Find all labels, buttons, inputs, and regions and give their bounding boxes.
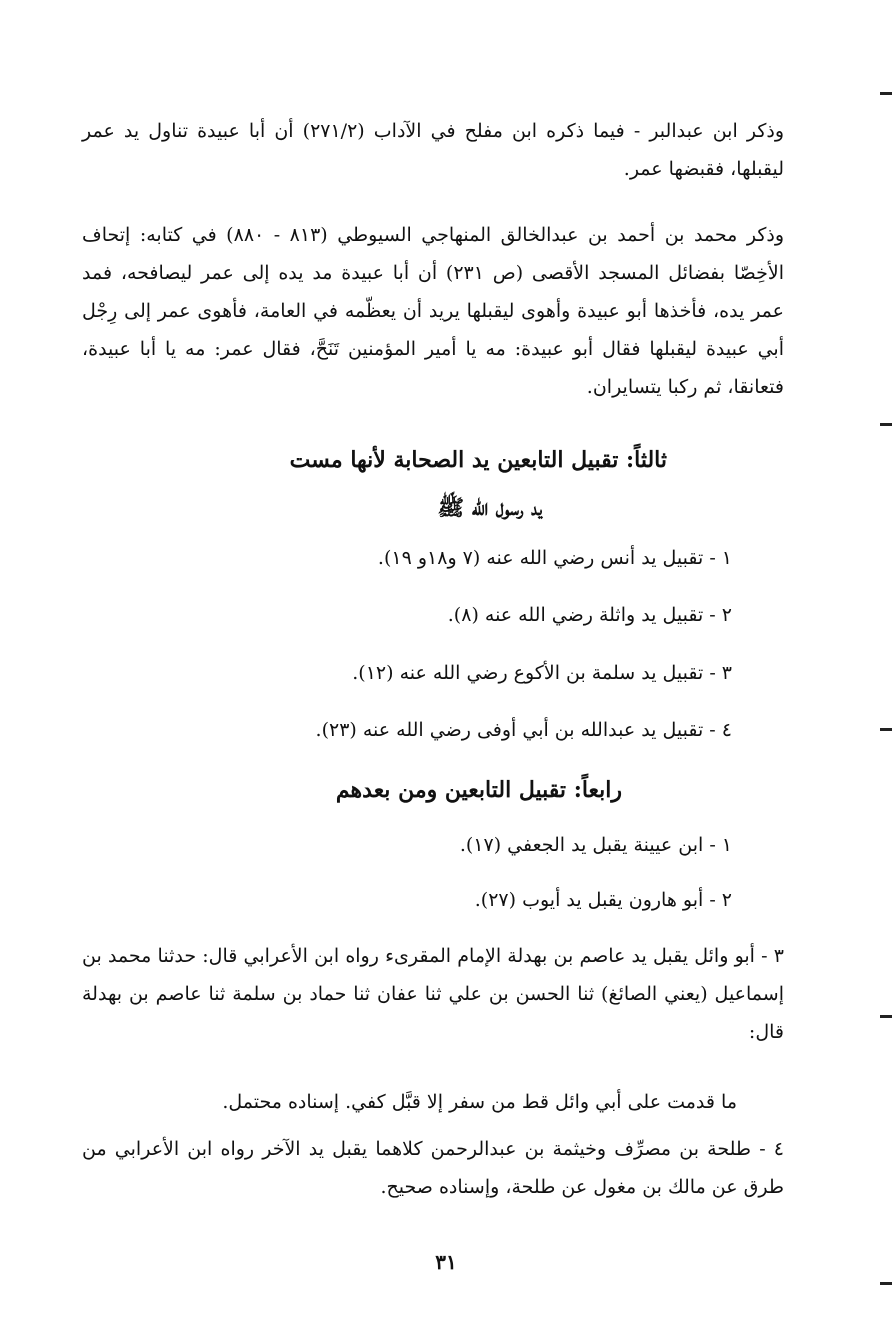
paragraph-talha: ٤ - طلحة بن مصرِّف وخيثمة بن عبدالرحمن كلاهما يقبل يد الآخر رواه ابن الأعرابي من طرق عن مالك بن مغول عن طلحة، وإسناده صحيح. xyxy=(82,1138,785,1198)
list-item: ١ - ابن عيينة يقبل يد الجعفي (١٧). xyxy=(459,834,732,856)
section-four-heading: رابعاً: تقبيل التابعين ومن بعدهم xyxy=(335,777,622,803)
list-item: ٤ - تقبيل يد عبدالله بن أبي أوفى رضي الله عنه (٢٣). xyxy=(315,719,732,741)
list-item: ٢ - تقبيل يد واثلة رضي الله عنه (٨). xyxy=(447,604,732,626)
paragraph-ibn-abdulbarr: وذكر ابن عبدالبر - فيما ذكره ابن مفلح في الآداب (٢٧١/٢) أن أبا عبيدة تناول يد عمر ليقبلها، فقبضها عمر. xyxy=(82,120,784,180)
paragraph-suyuti: وذكر محمد بن أحمد بن عبدالخالق المنهاجي السيوطي (٨١٣ - ٨٨٠) في كتابه: إتحاف الأخِصّا بفضائل المسجد الأقصى (ص ٢٣١) أن أبا عبيدة مد يده إلى عمر ليصافحه، فمد عمر يده، فأخذها أبو عبيدة وأهوى ليقبلها يريد أن يعظّمه في العامة، فأهوى عمر إلى رِجْل أبي عبيدة ليقبلها فقال أبو عبيدة: مه يا أمير المؤمنين تَنَحَّ، فقال عمر: مه يا أبا عبيدة، فتعانقا، ثم ركبا يتسايران. xyxy=(82,224,785,398)
list-item: ٢ - أبو هارون يقبل يد أيوب (٢٧). xyxy=(474,889,732,911)
list-item: ٣ - تقبيل يد سلمة بن الأكوع رضي الله عنه (١٢). xyxy=(352,662,732,684)
page-edge-mark xyxy=(880,423,892,426)
quoted-narration: ما قدمت على أبي وائل قط من سفر إلا قبَّل كفي. إسناده محتمل. xyxy=(222,1091,737,1113)
page-edge-mark xyxy=(880,1015,892,1018)
list-item: ١ - تقبيل يد أنس رضي الله عنه (٧ و١٨و ١٩). xyxy=(377,547,732,569)
section-three-heading-line2: يد رسول الله ﷺ xyxy=(437,495,542,521)
page-edge-mark xyxy=(880,728,892,731)
page-number: ٣١ xyxy=(435,1250,457,1274)
section-three-heading: ثالثاً: تقبيل التابعين يد الصحابة لأنها مست xyxy=(289,447,667,473)
page-edge-mark xyxy=(880,92,892,95)
page-edge-mark xyxy=(880,1282,892,1285)
paragraph-abu-wail: ٣ - أبو وائل يقبل يد عاصم بن بهدلة الإمام المقرىء رواه ابن الأعرابي قال: حدثنا محمد بن إسماعيل (يعني الصائغ) ثنا الحسن بن علي ثنا عفان ثنا حماد بن سلمة ثنا عاصم بن بهدلة قال: xyxy=(82,945,784,1043)
